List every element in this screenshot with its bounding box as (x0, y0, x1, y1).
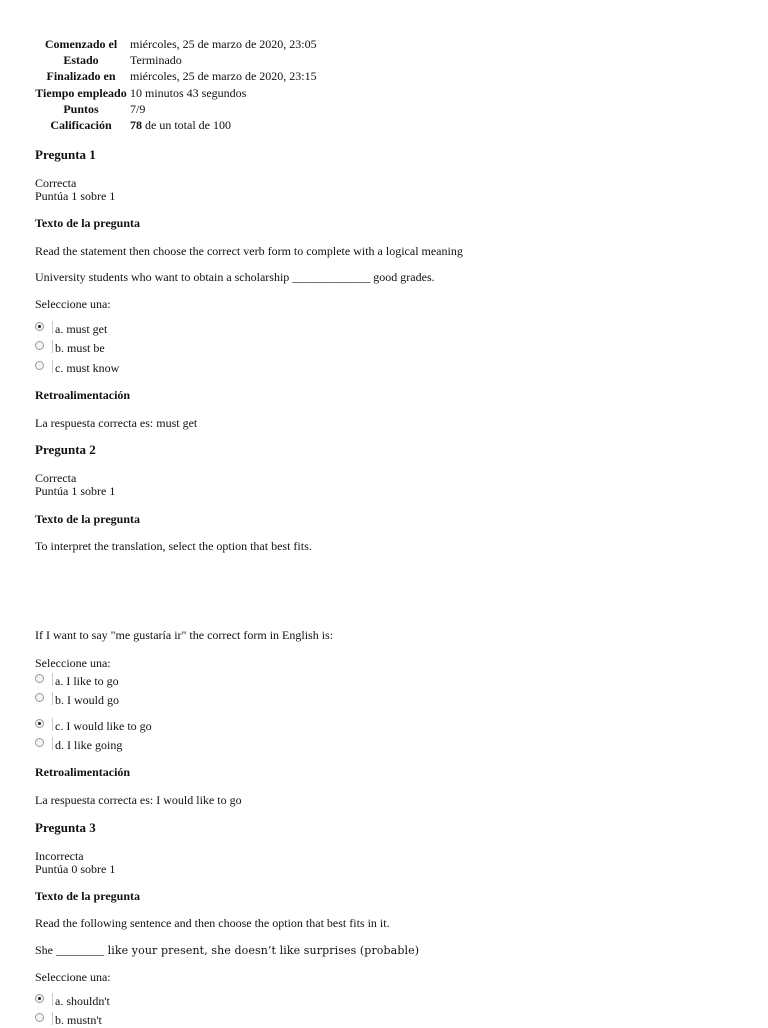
question-1-score: Puntúa 1 sobre 1 (35, 189, 116, 203)
summary-value: 10 minutos 43 segundos (130, 85, 247, 100)
radio-selected-icon[interactable] (35, 322, 44, 331)
option-label: c. I would like to go (55, 719, 152, 733)
question-2-prompt: If I want to say "me gustaría ir" the correct form in English is: (35, 628, 334, 642)
question-1-feedback: La respuesta correcta es: must get (35, 416, 198, 430)
summary-label: Puntos (63, 101, 99, 116)
radio-icon[interactable] (35, 341, 44, 350)
divider (52, 673, 53, 686)
question-1-instruction: Read the statement then choose the correct verb form to complete with a logical meaning (35, 244, 463, 258)
summary-row-points (35, 101, 317, 117)
question-1-title: Pregunta 1 (35, 147, 96, 162)
question-3-status: Incorrecta (35, 849, 84, 863)
radio-selected-icon[interactable] (35, 719, 44, 728)
prompt-start: She ________ (35, 943, 104, 957)
divider (52, 737, 53, 750)
option-label: a. must get (55, 322, 108, 336)
summary-row-started (35, 36, 317, 52)
prompt-end: like your present, she doesn’t like surprises (probable) (104, 944, 420, 957)
summary-row-finished (35, 68, 317, 84)
question-1-select-label: Seleccione una: (35, 297, 111, 311)
option-label: b. I would go (55, 693, 119, 707)
summary-label: Comenzado el (44, 37, 118, 51)
question-3-instruction: Read the following sentence and then choose the option that best fits in it. (35, 916, 390, 930)
grade-value: 78 (130, 118, 142, 133)
option-label: d. I like going (55, 738, 123, 752)
question-1-feedback-label: Retroalimentación (35, 388, 131, 402)
summary-value: Terminado (130, 53, 182, 68)
option-label: a. I like to go (55, 674, 119, 688)
question-2-select-label: Seleccione una: (35, 656, 111, 670)
question-3-select-label: Seleccione una: (35, 970, 111, 984)
option-label: c. must know (55, 361, 120, 375)
divider (52, 718, 53, 731)
summary-label: Estado (63, 53, 99, 68)
grade-suffix: de un total de 100 (142, 118, 231, 133)
divider (52, 692, 53, 705)
summary-row-state (35, 52, 317, 68)
summary-value: miércoles, 25 de marzo de 2020, 23:05 (130, 37, 317, 51)
question-3-title: Pregunta 3 (35, 820, 96, 835)
summary-label: Calificación (50, 118, 112, 133)
option-label: a. shouldn't (55, 994, 110, 1008)
summary-row-grade (35, 117, 317, 133)
radio-selected-icon[interactable] (35, 994, 44, 1003)
question-1-text-label: Texto de la pregunta (35, 216, 141, 230)
question-3-text-label: Texto de la pregunta (35, 889, 141, 903)
summary-value: 7/9 (130, 101, 146, 116)
radio-icon[interactable] (35, 361, 44, 370)
question-2-score: Puntúa 1 sobre 1 (35, 484, 116, 498)
summary-row-time (35, 85, 317, 101)
question-2-instruction: To interpret the translation, select the option that best fits. (35, 539, 312, 553)
question-3-score: Puntúa 0 sobre 1 (35, 862, 116, 876)
summary-label: Finalizado en (46, 69, 116, 84)
radio-icon[interactable] (35, 1013, 44, 1022)
divider (52, 360, 53, 373)
question-2-text-label: Texto de la pregunta (35, 512, 141, 526)
attempt-summary-table (35, 36, 317, 133)
question-2-status: Correcta (35, 471, 77, 485)
question-2-feedback: La respuesta correcta es: I would like to go (35, 793, 242, 807)
divider (52, 993, 53, 1006)
radio-icon[interactable] (35, 674, 44, 683)
summary-value (130, 117, 317, 133)
option-label: b. must be (55, 341, 105, 355)
summary-value: miércoles, 25 de marzo de 2020, 23:15 (130, 69, 317, 84)
option-label: b. mustn't (55, 1013, 102, 1027)
summary-label: Tiempo empleado (35, 85, 127, 100)
radio-icon[interactable] (35, 693, 44, 702)
question-3-prompt (35, 943, 419, 958)
divider (52, 321, 53, 334)
question-1-status: Correcta (35, 176, 77, 190)
divider (52, 340, 53, 353)
question-2-feedback-label: Retroalimentación (35, 765, 131, 779)
question-1-prompt: University students who want to obtain a scholarship _____________ good grades. (35, 270, 435, 284)
divider (52, 1012, 53, 1025)
radio-icon[interactable] (35, 738, 44, 747)
question-2-title: Pregunta 2 (35, 442, 96, 457)
